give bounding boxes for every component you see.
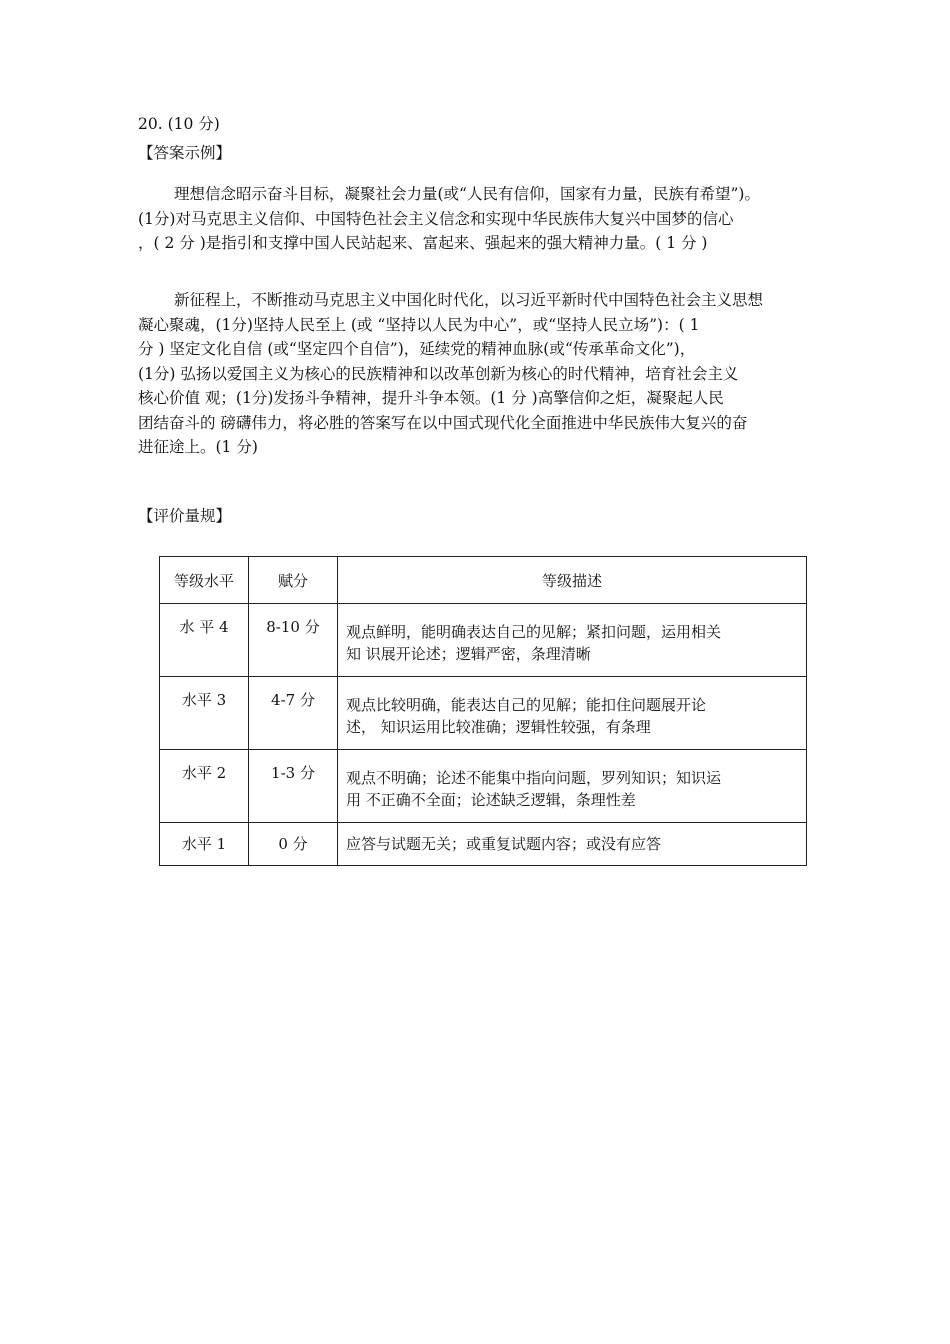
rubric-heading: 【评价量规】 [138,507,232,525]
paragraph-line: (1分)对马克思主义信仰、中国特色社会主义信念和实现中华民族伟大复兴中国梦的信心 [138,209,734,228]
paragraph-line: 凝心聚魂，(1分)坚持人民至上 (或 “坚持以人民为中心”，或“坚持人民立场”)：( 1 [138,315,700,334]
score-cell: 1-3 分 [249,750,338,823]
table-row [160,823,807,866]
description-cell [338,823,807,866]
description-line: 述， 知识运用比较准确；逻辑性较强，有条理 [346,718,651,736]
answer-paragraph-1 [138,182,838,256]
level-cell: 水平 2 [160,750,249,823]
header-level: 等级水平 [160,557,249,604]
paragraph-line: 理想信念昭示奋斗目标，凝聚社会力量(或“人民有信仰，国家有力量，民族有希望”)。 [174,185,760,203]
paragraph-line: 团结奋斗的 磅礴伟力，将必胜的答案写在以中国式现代化全面推进中华民族伟大复兴的奋 [138,413,748,432]
description-line: 知 识展开论述；逻辑严密，条理清晰 [346,645,591,663]
score-cell: 0 分 [249,823,338,866]
level-cell: 水平 3 [160,677,249,750]
score-cell: 4-7 分 [249,677,338,750]
description-line: 观点比较明确，能表达自己的见解；能扣住问题展开论 [346,696,707,714]
description-cell [338,750,807,823]
description-line: 观点鲜明，能明确表达自己的见解；紧扣问题，运用相关 [346,623,722,641]
description-cell [338,604,807,677]
paragraph-line: ，( 2 分 )是指引和支撑中国人民站起来、富起来、强起来的强大精神力量。( 1 分 ) [138,234,708,252]
paragraph-line: 进征途上。(1 分) [138,438,258,456]
question-number: 20. (10 分) [138,115,220,133]
paragraph-line: 新征程上，不断推动马克思主义中国化时代化，以习近平新时代中国特色社会主义思想 [174,291,764,309]
description-cell [338,677,807,750]
table-row [160,677,807,750]
paragraph-line: 核心价值 观；(1分)发扬斗争精神，提升斗争本领。(1 分 )高擎信仰之炬，凝聚起人民 [138,389,724,407]
answer-paragraph-2 [138,288,838,460]
table-row [160,604,807,677]
table-header-row [160,557,807,604]
score-cell: 8-10 分 [249,604,338,677]
rubric-table [159,556,807,866]
header-description: 等级描述 [338,557,807,604]
paragraph-line: (1分) 弘扬以爱国主义为核心的民族精神和以改革创新为核心的时代精神，培育社会主义 [138,364,739,383]
level-cell: 水 平 4 [160,604,249,677]
table-row [160,750,807,823]
paragraph-line: 分 ) 坚定文化自信 (或“坚定四个自信”)，延续党的精神血脉(或“传承革命文化”)， [138,340,696,358]
answer-heading: 【答案示例】 [138,144,232,162]
level-cell: 水平 1 [160,823,249,866]
header-score: 赋分 [249,557,338,604]
description-line: 观点不明确；论述不能集中指向问题，罗列知识；知识运 [346,769,722,787]
description-line: 用 不正确不全面；论述缺乏逻辑，条理性差 [346,791,636,809]
description-line: 应答与试题无关；或重复试题内容；或没有应答 [346,835,662,853]
